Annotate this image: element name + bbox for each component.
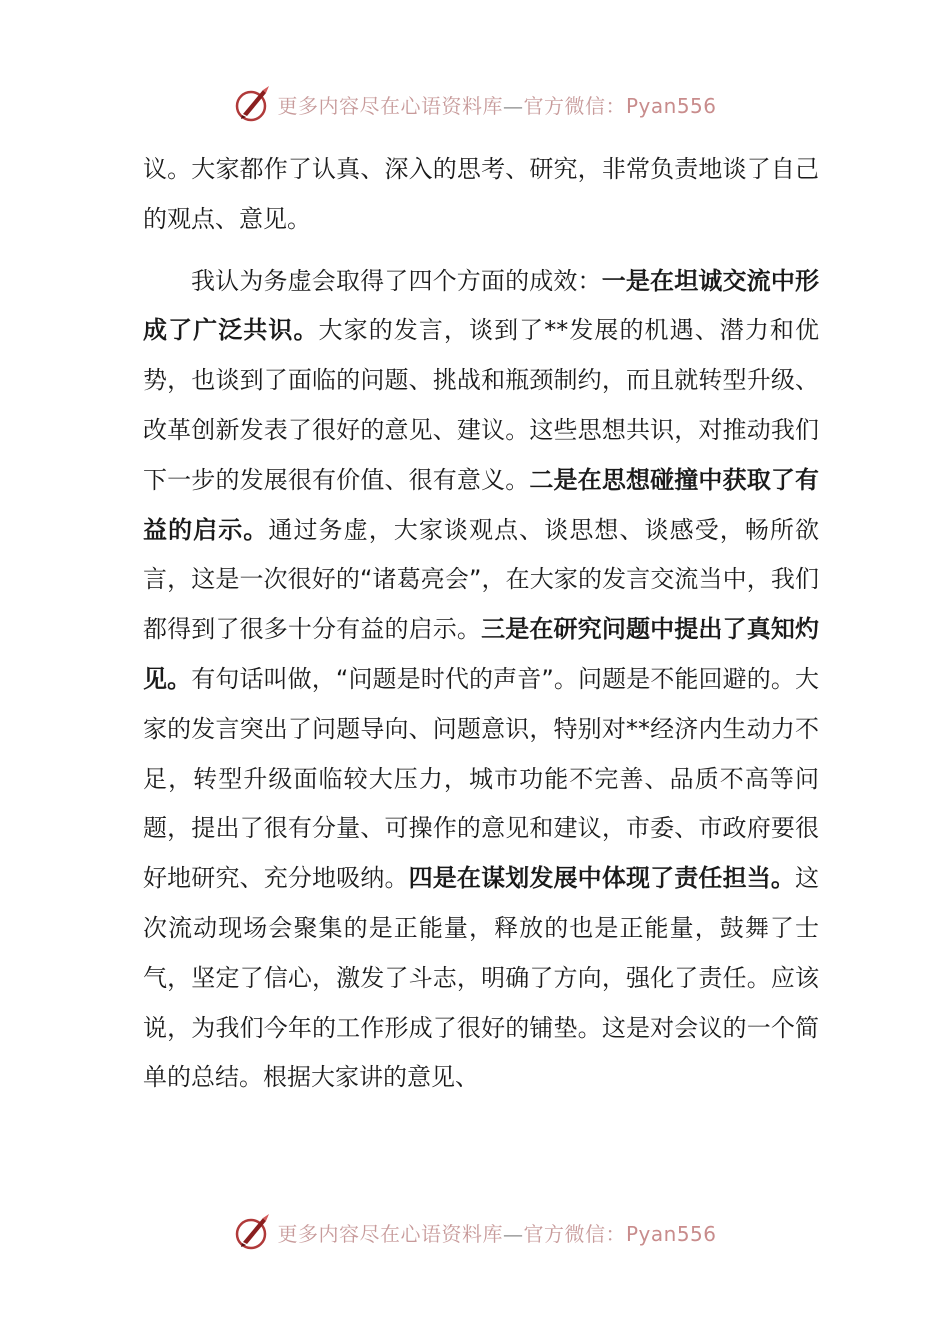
paragraph-achievements — [143, 257, 819, 1104]
quill-pen-logo-icon — [233, 1212, 273, 1252]
bold-point-one: 一是在坦诚交流中形成了广泛共识。 — [143, 266, 819, 345]
para-text-two: 通过务虚，大家谈观点、谈思想、谈感受，畅所欲言，这是一次很好的“诸葛亮会”，在大家的发言交流当中，我们都得到了很多十分有益的启示。 — [143, 515, 820, 644]
banner-site-text: 更多内容尽在心语资料库 — [277, 1221, 503, 1246]
header-banner — [0, 82, 950, 126]
banner-text — [277, 90, 716, 119]
para-text-intro: 我认为务虚会取得了四个方面的成效： — [191, 266, 602, 295]
banner-wechat-label: 官方微信： — [523, 93, 626, 118]
banner-wechat-id: Pyan556 — [625, 1221, 717, 1246]
banner-wechat-label: 官方微信： — [523, 1221, 626, 1246]
banner-site-text: 更多内容尽在心语资料库 — [277, 93, 503, 118]
paragraph-continuation: 议。大家都作了认真、深入的思考、研究，非常负责地谈了自己的观点、意见。 — [143, 155, 819, 233]
banner-text — [277, 1218, 716, 1247]
banner-separator: — — [502, 93, 524, 118]
bold-point-three: 三是在研究问题中提出了真知灼见。 — [143, 615, 820, 693]
quill-pen-logo-icon — [233, 84, 273, 124]
banner-wechat-id: Pyan556 — [625, 93, 717, 118]
para-text-one: 大家的发言，谈到了**发展的机遇、潜力和优势，也谈到了面临的问题、挑战和瓶颈制约，而且就转型升级、改革创新发表了很好的意见、建议。这些思想共识，对推动我们下一步的发展很有价值、很有意义。 — [143, 316, 820, 494]
bold-point-two: 二是在思想碰撞中获取了有益的启示。 — [143, 465, 820, 544]
banner-separator: — — [502, 1221, 524, 1246]
bold-point-four: 四是在谋划发展中体现了责任担当。 — [408, 864, 796, 893]
para-text-three: 有句话叫做，“问题是时代的声音”。问题是不能回避的。大家的发言突出了问题导向、问题意识，特别对**经济内生动力不足，转型升级面临较大压力，城市功能不完善、品质不高等问题，提出了很有分量、可操作的意见和建议，市委、市政府要很好地研究、充分地吸纳。 — [143, 664, 820, 893]
document-body — [143, 145, 819, 1103]
footer-banner — [0, 1210, 950, 1254]
para-text-four: 这次流动现场会聚集的是正能量，释放的也是正能量，鼓舞了士气，坚定了信心，激发了斗志，明确了方向，强化了责任。应该说，为我们今年的工作形成了很好的铺垫。这是对会议的一个简单的总结。根据大家讲的意见、 — [143, 864, 820, 1092]
